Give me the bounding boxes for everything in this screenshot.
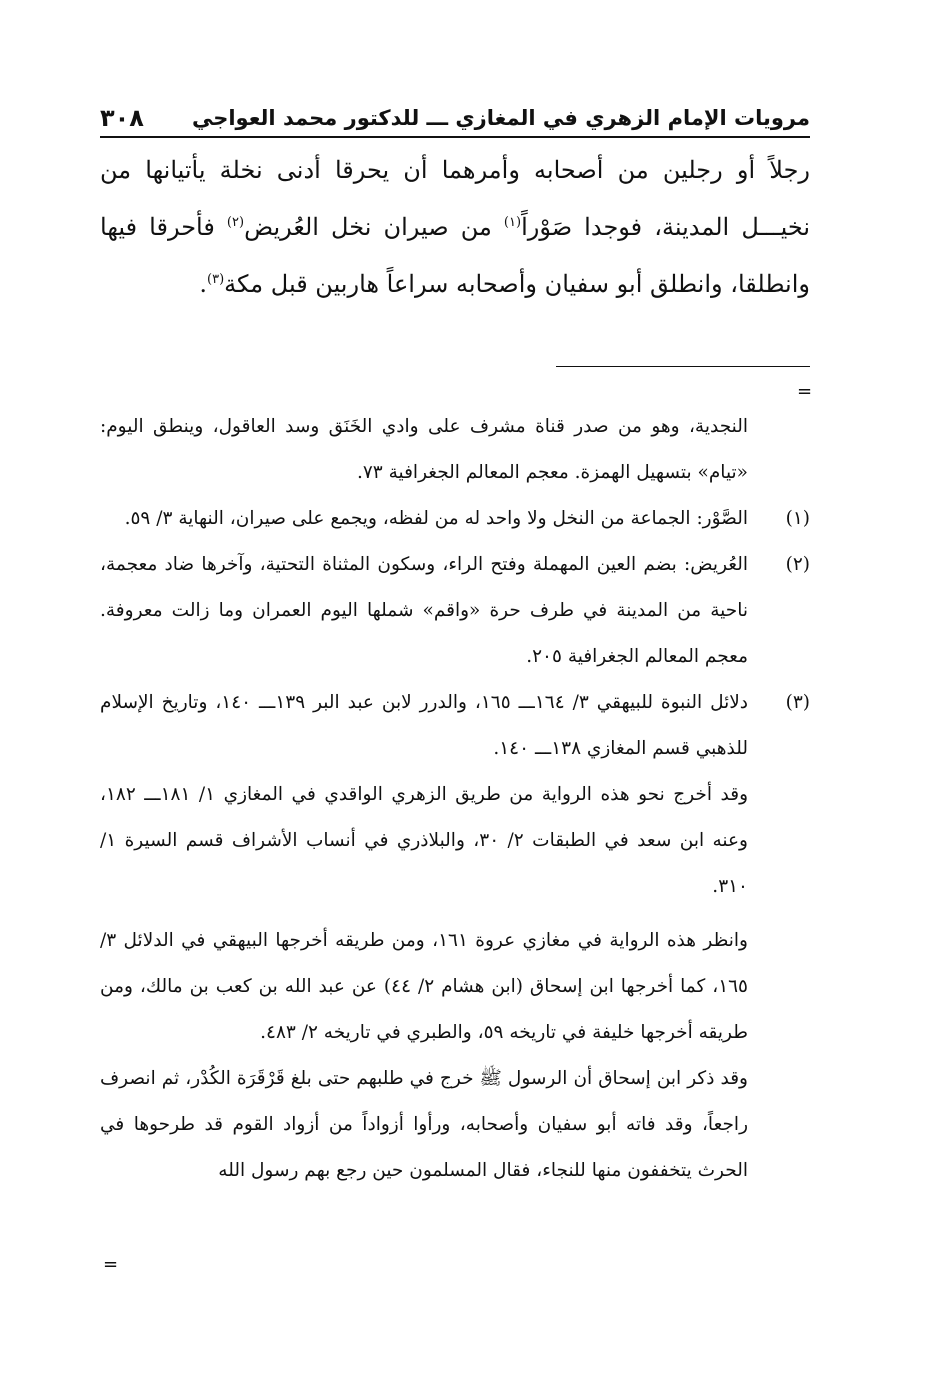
footnote-number-1: (١) <box>785 508 810 529</box>
text-segment-2: من صيران نخل العُريض <box>244 213 504 241</box>
footnote-extra-2: وانظر هذه الرواية في مغازي عروة ١٦١، ومن طريقه أخرجها البيهقي في الدلائل ٣/ ١٦٥، كما أخرجها ابن إسحاق (ابن هشام ٢/ ٤٤) عن عبد الله بن كعب بن مالك، ومن طريقه أخرجها خليفة في تاريخه ٥٩، والطبري في تاريخه ٢/ ٤٨٣. <box>100 930 748 1043</box>
footnote-number-2: (٢) <box>785 554 810 575</box>
page-number: ٣٠٨ <box>100 104 144 132</box>
text-segment-1: رجلاً أو رجلين من أصحابه وأمرهما أن يحرقا أدنى نخلة يأتيانها من نخيـــل المدينة، فوجدا صَوْراً <box>100 156 810 241</box>
footnote-number-3: (٣) <box>785 692 810 713</box>
running-title: مرويات الإمام الزهري في المغازي ـــ للدكتور محمد العواجي <box>191 106 810 130</box>
footnote-1 <box>100 496 810 542</box>
main-paragraph <box>100 142 810 313</box>
footnote-extra-1: وقد أخرج نحو هذه الرواية من طريق الزهري الواقدي في المغازي ١/ ١٨١ـــ ١٨٢، وعنه ابن سعد في الطبقات ٢/ ٣٠، والبلاذري في أنساب الأشراف قسم السيرة ١/ ٣١٠. <box>100 784 748 897</box>
continuation-mark-bottom: = <box>103 1254 119 1275</box>
text-segment-end: . <box>199 270 208 298</box>
footnote-text-3: دلائل النبوة للبيهقي ٣/ ١٦٤ـــ ١٦٥، والدرر لابن عبد البر ١٣٩ـــ ١٤٠، وتاريخ الإسلام للذهبي قسم المغازي ١٣٨ـــ ١٤٠. <box>100 692 749 759</box>
footnote-extra-3: وقد ذكر ابن إسحاق أن الرسول ﷺ خرج في طلبهم حتى بلغ قَرْقَرَة الكُدْر، ثم انصرف راجعاً، وقد فاته أبو سفيان وأصحابه، ورأوا أزواداً من أزواد القوم قد طرحوها في الحرث يتخففون منها للنجاء، فقال المسلمون حين رجع بهم رسول الله <box>100 1068 748 1181</box>
continuation-mark-top: = <box>797 381 813 402</box>
footnote-separator <box>556 366 810 367</box>
page-header <box>100 100 810 138</box>
footnote-ref-3: (٣) <box>207 272 225 287</box>
main-text <box>100 142 810 313</box>
footnote-2 <box>100 542 810 680</box>
text-segment-3: فأحرقا فيها وانطلقا، وانطلق أبو سفيان وأصحابه سراعاً هاربين قبل مكة <box>100 213 810 298</box>
footnote-ref-1: (١) <box>503 215 522 230</box>
footnote-text-1: الصَّوْر: الجماعة من النخل ولا واحد له من لفظه، ويجمع على صيران، النهاية ٣/ ٥٩. <box>124 508 748 529</box>
footnote-continued: النجدية، وهو من صدر قناة مشرف على وادي الخَنَق وسد العاقول، وينطق اليوم: «تيام» بتسهيل الهمزة. معجم المعالم الجغرافية ٧٣. <box>100 416 748 483</box>
footnote-text-2: العُريض: بضم العين المهملة وفتح الراء، وسكون المثناة التحتية، وآخرها ضاد معجمة، ناحية من المدينة في طرف حرة «واقم» شملها اليوم العمران وما زالت معروفة. معجم المعالم الجغرافية ٢٠٥. <box>100 554 748 667</box>
footnotes <box>100 404 810 1194</box>
footnote-3 <box>100 680 810 772</box>
footnote-ref-2: (٢) <box>226 215 245 230</box>
